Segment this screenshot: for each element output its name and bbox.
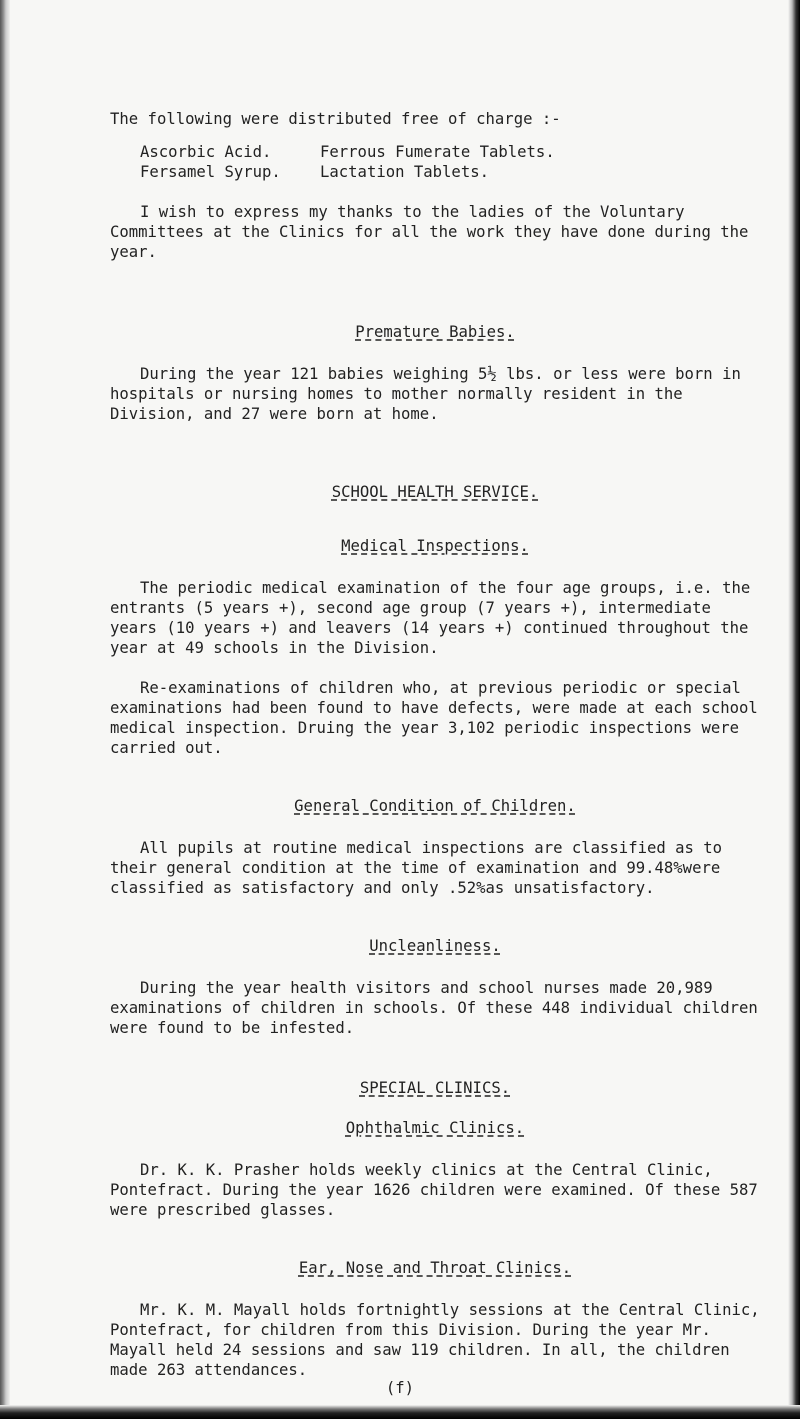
premature-heading-wrap	[110, 322, 760, 342]
general-heading-wrap	[110, 796, 760, 816]
uncleanliness-heading-wrap	[110, 936, 760, 956]
ent-heading-wrap	[110, 1258, 760, 1278]
list-item: Ascorbic Acid.	[140, 143, 272, 161]
clinics-heading-wrap	[110, 1078, 760, 1098]
page-bottom-edge	[0, 1405, 800, 1419]
uncleanliness-paragraph: During the year health visitors and school nurses made 20,989 examinations of children in schools. Of these 448 individual children were found to be infested.	[110, 979, 768, 1037]
document-body	[110, 109, 770, 1380]
subsection-heading: Ear, Nose and Throat Clinics.	[298, 1259, 572, 1277]
page-left-edge	[0, 0, 10, 1419]
medical-heading-wrap	[110, 536, 760, 556]
thanks-paragraph: I wish to express my thanks to the ladies of the Voluntary Committees at the Clinics for all the work they have done during the year.	[110, 203, 758, 261]
ophthalmic-heading-wrap	[110, 1118, 760, 1138]
list-item: Fersamel Syrup.	[140, 163, 281, 181]
intro-line: The following were distributed free of charge :-	[110, 110, 561, 128]
subsection-heading: Ophthalmic Clinics.	[345, 1119, 525, 1137]
section-heading: Premature Babies.	[355, 323, 515, 341]
section-heading: SCHOOL HEALTH SERVICE.	[331, 483, 539, 501]
subsection-heading: Medical Inspections.	[341, 537, 529, 555]
list-item: Ferrous Fumerate Tablets.	[320, 143, 555, 161]
premature-paragraph: During the year 121 babies weighing 5½ lbs. or less were born in hospitals or nursing homes to mother normally resident in the Division, and 27 were born at home.	[110, 365, 751, 423]
subsection-heading: General Condition of Children.	[294, 797, 576, 815]
page-right-edge	[788, 0, 800, 1419]
list-item: Lactation Tablets.	[320, 163, 489, 181]
distributed-items-list	[140, 142, 760, 182]
ophthalmic-paragraph: Dr. K. K. Prasher holds weekly clinics at the Central Clinic, Pontefract. During the year 1626 children were examined. Of these 587 were prescribed glasses.	[110, 1161, 768, 1219]
section-heading: SPECIAL CLINICS.	[359, 1079, 511, 1097]
subsection-heading: Uncleanliness.	[369, 937, 501, 955]
ent-paragraph: Mr. K. M. Mayall holds fortnightly sessions at the Central Clinic, Pontefract, for children from this Division. During the year Mr. Mayall held 24 sessions and saw 119 children. In all, the children made 263 attendances.	[110, 1301, 770, 1379]
page-number: (f)	[385, 1379, 415, 1397]
school-heading-wrap	[110, 482, 760, 502]
medical-paragraph-2: Re-examinations of children who, at previous periodic or special examinations had been found to have defects, were made at each school medical inspection. Druing the year 3,102 periodic inspections were carried out.	[110, 679, 768, 757]
medical-paragraph-1: The periodic medical examination of the four age groups, i.e. the entrants (5 years +), second age group (7 years +), intermediate years (10 years +) and leavers (14 years +) continued throughout the year at 49 schools in the Division.	[110, 579, 760, 657]
general-paragraph: All pupils at routine medical inspections are classified as to their general condition at the time of examination and 99.48%were classified as satisfactory and only .52%as unsatisfactory.	[110, 839, 732, 897]
